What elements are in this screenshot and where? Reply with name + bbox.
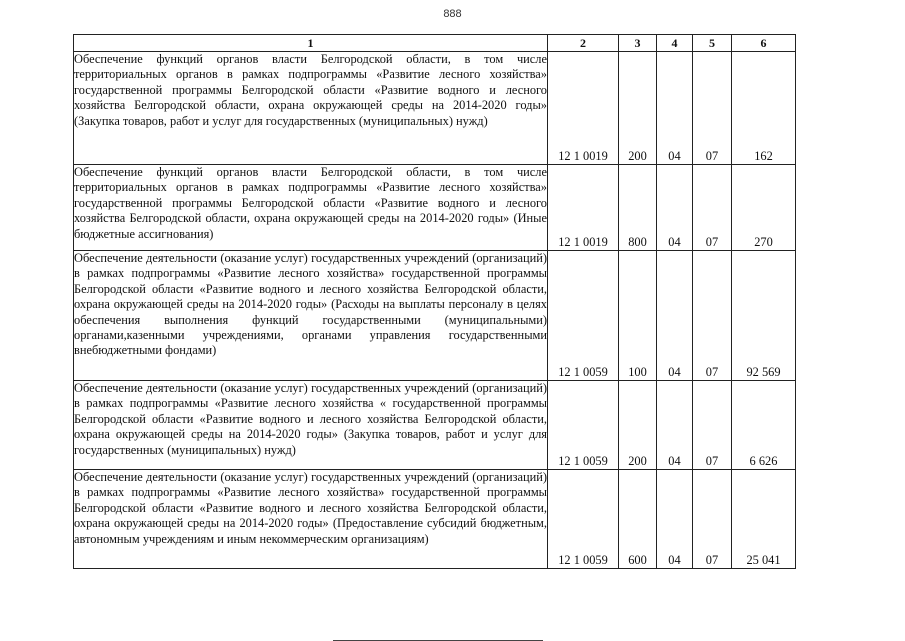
row-description: Обеспечение функций органов власти Белгородской области, в том числе территориальных органов в рамках подпрограммы «Развитие лесного хозяйства» государственной программы Белгородской области «Развитие водного и лесного хозяйства Белгородской области, охрана окружающей среды на 2014-2020 годы» (Иные бюджетные ассигнования) bbox=[74, 165, 548, 251]
row-section: 04 bbox=[657, 52, 693, 165]
row-amount: 270 bbox=[732, 165, 796, 251]
row-code: 12 1 0059 bbox=[548, 381, 619, 470]
row-subsection: 07 bbox=[693, 381, 732, 470]
row-type: 800 bbox=[619, 165, 657, 251]
row-description: Обеспечение функций органов власти Белгородской области, в том числе территориальных органов в рамках подпрограммы «Развитие лесного хозяйства» государственной программы Белгородской области «Развитие водного и лесного хозяйства Белгородской области, охрана окружающей среды на 2014-2020 годы» (Закупка товаров, работ и услуг для государственных (муниципальных) нужд) bbox=[74, 52, 548, 165]
row-section: 04 bbox=[657, 470, 693, 569]
table-row bbox=[74, 470, 796, 569]
row-subsection: 07 bbox=[693, 470, 732, 569]
table-row bbox=[74, 251, 796, 381]
row-code: 12 1 0059 bbox=[548, 251, 619, 381]
page-number: 888 bbox=[443, 8, 462, 20]
table-row bbox=[74, 381, 796, 470]
row-subsection: 07 bbox=[693, 251, 732, 381]
table-row bbox=[74, 165, 796, 251]
row-subsection: 07 bbox=[693, 165, 732, 251]
budget-table bbox=[73, 34, 796, 569]
column-header-type: 3 bbox=[619, 35, 657, 52]
row-type: 600 bbox=[619, 470, 657, 569]
row-amount: 25 041 bbox=[732, 470, 796, 569]
column-header-section: 4 bbox=[657, 35, 693, 52]
table-header-row bbox=[74, 35, 796, 52]
row-code: 12 1 0059 bbox=[548, 470, 619, 569]
row-description: Обеспечение деятельности (оказание услуг) государственных учреждений (организаций) в рамках подпрограммы «Развитие лесного хозяйства « государственной программы Белгородской области «Развитие водного и лесного хозяйства Белгородской области, охрана окружающей среды на 2014-2020 годы» (Закупка товаров, работ и услуг для государственных (муниципальных) нужд) bbox=[74, 381, 548, 470]
row-code: 12 1 0019 bbox=[548, 165, 619, 251]
row-description: Обеспечение деятельности (оказание услуг) государственных учреждений (организаций) в рамках подпрограммы «Развитие лесного хозяйства» государственной программы Белгородской области «Развитие водного и лесного хозяйства Белгородской области, охрана окружающей среды на 2014-2020 годы» (Расходы на выплаты персоналу в целях обеспечения выполнения функций государственными (муниципальными) органами,казенными учреждениями, органами управления государственными внебюджетными фондами) bbox=[74, 251, 548, 381]
column-header-subsection: 5 bbox=[693, 35, 732, 52]
row-amount: 6 626 bbox=[732, 381, 796, 470]
row-amount: 162 bbox=[732, 52, 796, 165]
row-section: 04 bbox=[657, 381, 693, 470]
row-type: 200 bbox=[619, 52, 657, 165]
row-code: 12 1 0019 bbox=[548, 52, 619, 165]
row-subsection: 07 bbox=[693, 52, 732, 165]
row-type: 100 bbox=[619, 251, 657, 381]
row-type: 200 bbox=[619, 381, 657, 470]
row-section: 04 bbox=[657, 165, 693, 251]
row-section: 04 bbox=[657, 251, 693, 381]
row-amount: 92 569 bbox=[732, 251, 796, 381]
column-header-amount: 6 bbox=[732, 35, 796, 52]
table-row bbox=[74, 52, 796, 165]
column-header-description: 1 bbox=[74, 35, 548, 52]
row-description: Обеспечение деятельности (оказание услуг) государственных учреждений (организаций) в рамках подпрограммы «Развитие лесного хозяйства» государственной программы Белгородской области «Развитие водного и лесного хозяйства Белгородской области, охрана окружающей среды на 2014-2020 годы» (Предоставление субсидий бюджетным, автономным учреждениям и иным некоммерческим организациям) bbox=[74, 470, 548, 569]
column-header-code: 2 bbox=[548, 35, 619, 52]
